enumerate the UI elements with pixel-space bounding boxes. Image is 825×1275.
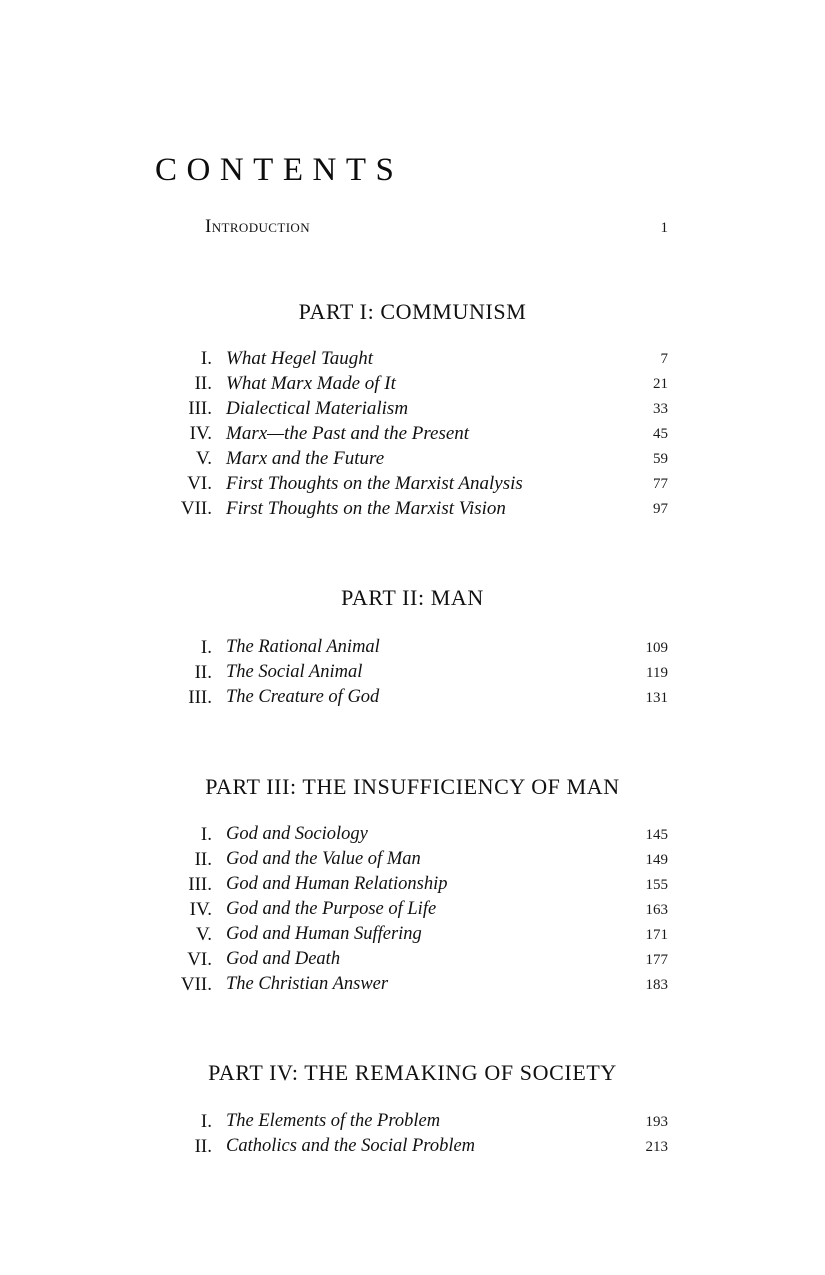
chapter-number: II. xyxy=(194,662,212,683)
chapter-title: The Christian Answer xyxy=(226,974,389,994)
chapter-title: God and the Value of Man xyxy=(226,849,421,869)
chapter-row[interactable] xyxy=(0,396,825,421)
chapter-page-number: 155 xyxy=(645,877,668,893)
chapter-row[interactable] xyxy=(0,897,825,922)
chapter-title: The Creature of God xyxy=(226,687,380,707)
chapter-title: The Rational Animal xyxy=(226,637,380,657)
chapter-number: II. xyxy=(194,849,212,870)
chapter-title: Marx and the Future xyxy=(226,448,385,469)
chapter-number: I. xyxy=(200,348,212,369)
chapter-number: I. xyxy=(200,1111,212,1132)
chapter-page-number: 33 xyxy=(653,401,668,417)
toc-entry-page-number: 1 xyxy=(660,220,668,236)
chapter-number: IV. xyxy=(189,423,212,444)
part-heading: PART IV: THE REMAKING OF SOCIETY xyxy=(208,1060,617,1085)
chapter-page-number: 177 xyxy=(645,952,668,968)
chapter-page-number: 171 xyxy=(645,927,668,943)
chapter-row[interactable] xyxy=(0,371,825,396)
chapter-row[interactable] xyxy=(0,1109,825,1134)
chapter-title: God and Human Suffering xyxy=(226,924,422,944)
chapter-page-number: 193 xyxy=(645,1114,668,1130)
toc-part-2 xyxy=(0,583,825,710)
chapter-row[interactable] xyxy=(0,660,825,685)
chapter-title: God and Human Relationship xyxy=(226,874,448,894)
chapter-row[interactable] xyxy=(0,421,825,446)
chapter-page-number: 149 xyxy=(645,852,668,868)
chapter-number: V. xyxy=(195,924,212,945)
chapter-number: VII. xyxy=(180,974,212,995)
chapter-number: VII. xyxy=(180,498,212,519)
toc-part-3 xyxy=(0,772,825,997)
chapter-row[interactable] xyxy=(0,822,825,847)
chapter-title: What Marx Made of It xyxy=(226,373,396,394)
chapter-row[interactable] xyxy=(0,635,825,660)
chapter-title: God and the Purpose of Life xyxy=(226,899,437,919)
chapter-row[interactable] xyxy=(0,346,825,371)
chapter-number: III. xyxy=(188,398,212,419)
chapter-number: V. xyxy=(195,448,212,469)
chapter-page-number: 7 xyxy=(660,351,668,367)
chapter-page-number: 59 xyxy=(653,451,668,467)
chapter-number: VI. xyxy=(187,473,212,494)
chapter-title: The Social Animal xyxy=(226,662,363,682)
chapter-title: Dialectical Materialism xyxy=(226,398,409,419)
chapter-number: III. xyxy=(188,874,212,895)
part-heading: PART I: COMMUNISM xyxy=(298,299,527,324)
chapter-page-number: 21 xyxy=(653,376,668,392)
chapter-row[interactable] xyxy=(0,685,825,710)
part-heading: PART III: THE INSUFFICIENCY OF MAN xyxy=(205,774,620,799)
chapter-number: I. xyxy=(200,824,212,845)
chapter-title: The Elements of the Problem xyxy=(226,1111,441,1131)
chapter-title: First Thoughts on the Marxist Analysis xyxy=(226,473,523,494)
part-heading: PART II: MAN xyxy=(341,585,484,610)
chapter-row[interactable] xyxy=(0,1134,825,1159)
toc-body xyxy=(0,214,825,1159)
chapter-row[interactable] xyxy=(0,847,825,872)
chapter-list xyxy=(0,346,825,521)
chapter-row[interactable] xyxy=(0,922,825,947)
chapter-title: First Thoughts on the Marxist Vision xyxy=(226,498,506,519)
chapter-row[interactable] xyxy=(0,972,825,997)
chapter-row[interactable] xyxy=(0,496,825,521)
chapter-title: God and Death xyxy=(226,949,341,969)
chapter-page-number: 213 xyxy=(645,1139,668,1155)
chapter-number: IV. xyxy=(189,899,212,920)
chapter-title: Marx—the Past and the Present xyxy=(226,423,470,444)
chapter-title: Catholics and the Social Problem xyxy=(226,1136,476,1156)
chapter-list xyxy=(0,635,825,710)
toc-part-1 xyxy=(0,297,825,521)
chapter-list xyxy=(0,822,825,997)
chapter-page-number: 119 xyxy=(646,665,668,681)
chapter-page-number: 145 xyxy=(645,827,668,843)
toc-entry-introduction[interactable] xyxy=(0,214,825,244)
chapter-number: II. xyxy=(194,373,212,394)
chapter-page-number: 183 xyxy=(645,977,668,993)
chapter-list xyxy=(0,1109,825,1159)
toc-entry-label: Introduction xyxy=(205,216,311,237)
chapter-title: God and Sociology xyxy=(226,824,368,844)
chapter-page-number: 45 xyxy=(653,426,668,442)
chapter-page-number: 131 xyxy=(645,690,668,706)
chapter-row[interactable] xyxy=(0,872,825,897)
chapter-page-number: 109 xyxy=(645,640,668,656)
chapter-number: VI. xyxy=(187,949,212,970)
chapter-number: III. xyxy=(188,687,212,708)
chapter-page-number: 163 xyxy=(645,902,668,918)
chapter-row[interactable] xyxy=(0,446,825,471)
chapter-page-number: 77 xyxy=(653,476,668,492)
toc-part-4 xyxy=(0,1058,825,1159)
chapter-number: II. xyxy=(194,1136,212,1157)
chapter-row[interactable] xyxy=(0,947,825,972)
page-title: CONTENTS xyxy=(155,152,404,188)
chapter-number: I. xyxy=(200,637,212,658)
chapter-title: What Hegel Taught xyxy=(226,348,374,369)
chapter-row[interactable] xyxy=(0,471,825,496)
chapter-page-number: 97 xyxy=(653,501,668,517)
